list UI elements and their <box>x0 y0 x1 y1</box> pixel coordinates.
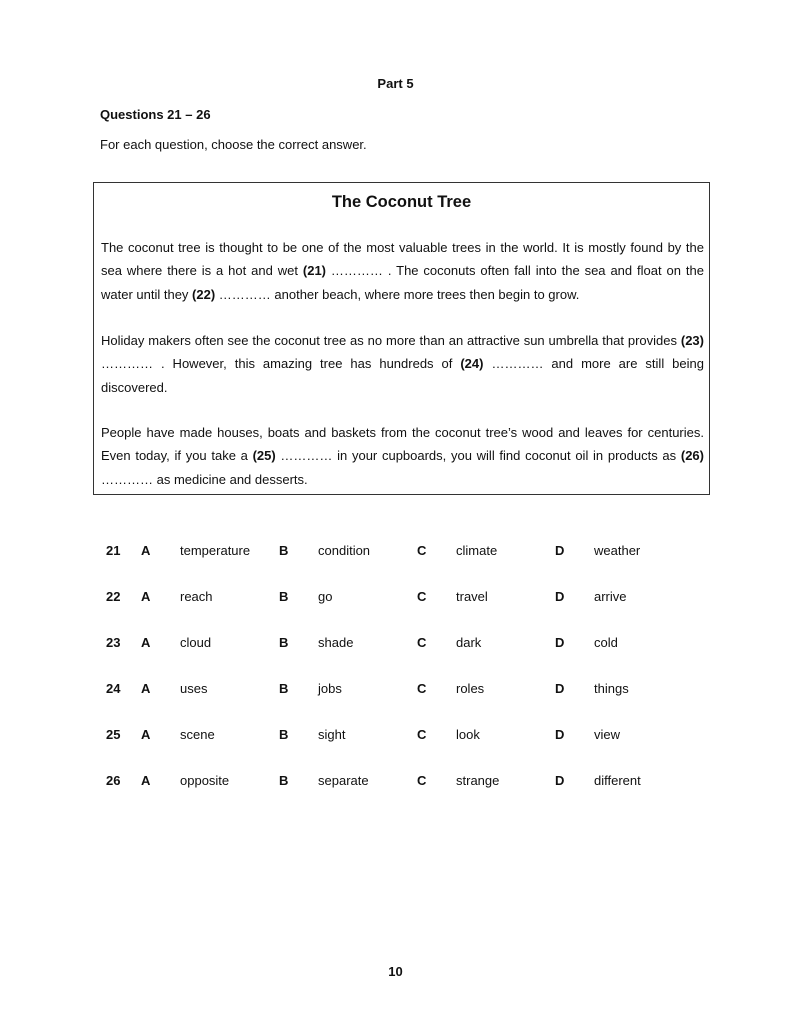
option-d[interactable]: things <box>594 681 629 696</box>
question-number: 22 <box>106 589 121 604</box>
passage-title: The Coconut Tree <box>331 193 472 211</box>
option-letter-b: B <box>279 773 289 788</box>
option-b[interactable]: condition <box>318 543 371 558</box>
gap-number-21: (21) <box>302 263 327 279</box>
option-letter-a: A <box>141 635 151 650</box>
paragraph-text: ………… as medicine and desserts. <box>101 471 308 487</box>
option-letter-d: D <box>555 681 565 696</box>
option-letter-c: C <box>417 543 427 558</box>
gap-number-24: (24) <box>460 356 484 372</box>
option-letter-d: D <box>555 727 565 742</box>
gap-number-25: (25) <box>252 448 276 464</box>
question-row-26 <box>0 761 791 801</box>
gap-number-26: (26) <box>680 448 704 464</box>
questions-heading: Questions 21 – 26 <box>100 107 211 122</box>
option-letter-c: C <box>417 773 427 788</box>
question-number: 26 <box>106 773 121 788</box>
paragraph-text: Holiday makers often see the coconut tree as no more than an attractive sun umbrella that provides <box>101 333 681 348</box>
option-letter-a: A <box>141 727 151 742</box>
paragraph-text: ………… another beach, where more trees then begin to grow. <box>215 286 580 302</box>
option-d[interactable]: different <box>594 773 641 788</box>
passage-box <box>93 182 710 495</box>
option-b[interactable]: sight <box>318 727 346 742</box>
paragraph-text: The coconut tree is thought to be one of the most valuable trees in the world. It is mostly found by the sea where there is a hot and wet <box>101 240 704 279</box>
option-letter-b: B <box>279 635 289 650</box>
option-c[interactable]: travel <box>456 589 488 604</box>
option-c[interactable]: roles <box>456 681 485 696</box>
option-d[interactable]: arrive <box>594 589 627 604</box>
option-letter-b: B <box>279 727 289 742</box>
question-number: 21 <box>106 543 121 558</box>
option-letter-b: B <box>279 543 289 558</box>
paragraph-text: People have made houses, boats and baskets from the coconut tree’s wood and leaves for centuries. Even today, if you take a <box>101 425 704 464</box>
option-b[interactable]: go <box>318 589 333 604</box>
option-a[interactable]: temperature <box>180 543 251 558</box>
question-row-21 <box>0 531 791 571</box>
option-a[interactable]: reach <box>180 589 213 604</box>
option-d[interactable]: view <box>594 727 621 742</box>
option-letter-b: B <box>279 589 289 604</box>
option-d[interactable]: cold <box>594 635 618 650</box>
option-letter-c: C <box>417 589 427 604</box>
question-number: 24 <box>106 681 121 696</box>
option-letter-c: C <box>417 727 427 742</box>
option-letter-a: A <box>141 543 151 558</box>
gap-number-22: (22) <box>192 286 216 302</box>
option-b[interactable]: separate <box>318 773 369 788</box>
option-letter-c: C <box>417 681 427 696</box>
option-letter-a: A <box>141 773 151 788</box>
option-letter-b: B <box>279 681 289 696</box>
gap-number-23: (23) <box>680 333 704 348</box>
option-letter-a: A <box>141 589 151 604</box>
page-number: 10 <box>388 964 403 979</box>
option-letter-d: D <box>555 773 565 788</box>
question-number: 25 <box>106 727 121 742</box>
question-row-24 <box>0 669 791 709</box>
question-row-22 <box>0 577 791 617</box>
option-c[interactable]: climate <box>456 543 498 558</box>
paragraph-text: ………… . However, this amazing tree has hundreds of <box>101 356 461 372</box>
paragraph-text: ………… and more are still being discovered. <box>101 356 704 395</box>
question-row-23 <box>0 623 791 663</box>
option-letter-a: A <box>141 681 151 696</box>
option-letter-d: D <box>555 589 565 604</box>
question-number: 23 <box>106 635 121 650</box>
option-c[interactable]: dark <box>456 635 482 650</box>
passage-paragraph-1 <box>101 236 704 306</box>
passage-paragraph-2 <box>101 329 704 399</box>
question-row-25 <box>0 715 791 755</box>
option-a[interactable]: scene <box>180 727 215 742</box>
option-letter-c: C <box>417 635 427 650</box>
option-b[interactable]: jobs <box>318 681 342 696</box>
option-d[interactable]: weather <box>594 543 641 558</box>
instruction-text: For each question, choose the correct answer. <box>100 137 367 152</box>
part-title: Part 5 <box>377 76 414 91</box>
option-a[interactable]: uses <box>180 681 208 696</box>
option-a[interactable]: opposite <box>180 773 230 788</box>
option-letter-d: D <box>555 635 565 650</box>
option-c[interactable]: strange <box>456 773 500 788</box>
option-b[interactable]: shade <box>318 635 354 650</box>
option-letter-d: D <box>555 543 565 558</box>
paragraph-text: ………… . The coconuts often fall into the sea and float on the water until they <box>101 263 704 302</box>
option-a[interactable]: cloud <box>180 635 212 650</box>
passage-paragraph-3 <box>101 421 704 491</box>
paragraph-text: ………… in your cupboards, you will find coconut oil in products as <box>275 448 681 464</box>
option-c[interactable]: look <box>456 727 480 742</box>
